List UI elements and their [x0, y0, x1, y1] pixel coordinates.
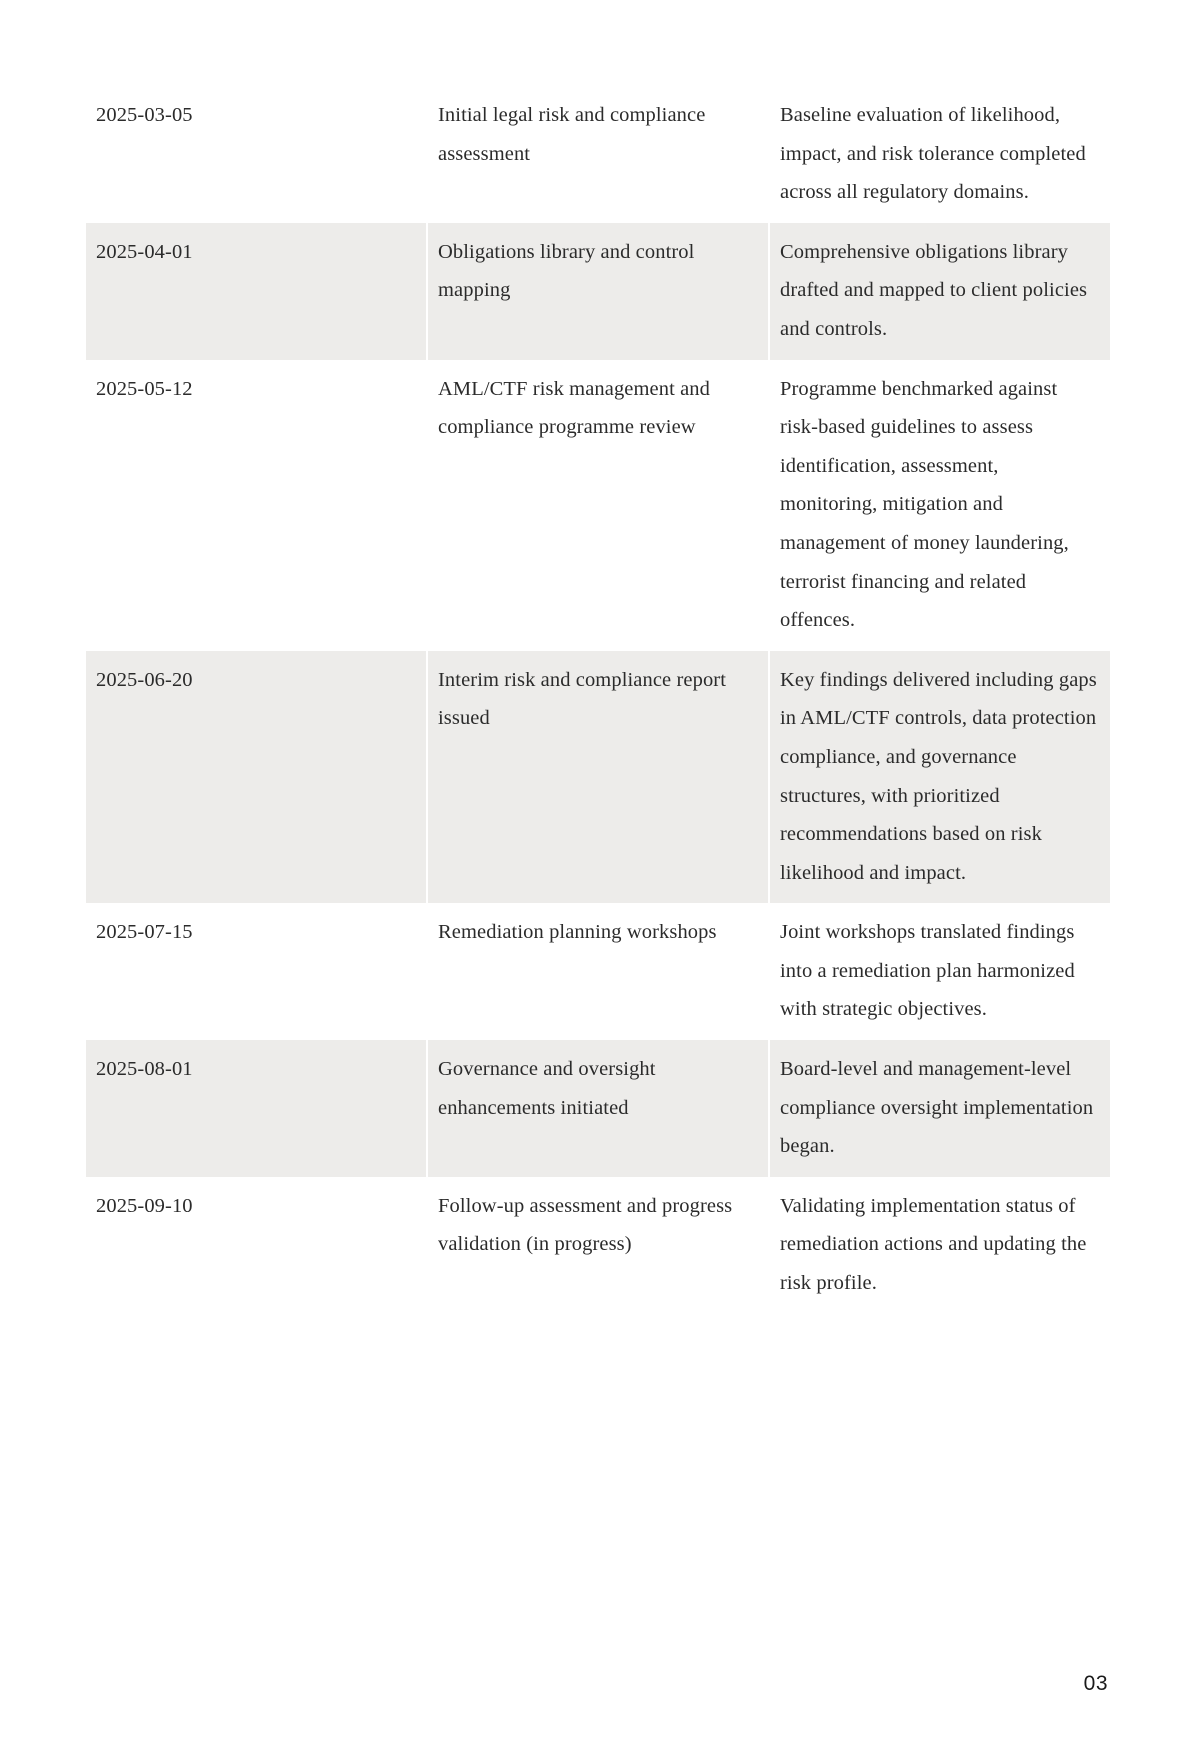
description-cell: Joint workshops translated findings into a remediation plan harmonized with strategic objectives. — [780, 921, 1075, 1021]
description-cell: Board-level and management-level compliance oversight implementation began. — [770, 1040, 1110, 1177]
page-number: 03 — [1083, 1672, 1108, 1695]
timeline-table — [84, 86, 1112, 1314]
table-row — [86, 86, 1110, 223]
date-cell: 2025-08-01 — [86, 1040, 426, 1177]
date-cell: 2025-06-20 — [86, 651, 426, 904]
milestone-cell: Governance and oversight enhancements initiated — [428, 1040, 768, 1177]
date-cell: 2025-04-01 — [86, 223, 426, 360]
milestone-cell: Initial legal risk and compliance assessment — [438, 104, 706, 165]
description-cell: Baseline evaluation of likelihood, impact, and risk tolerance completed across all regulatory domains. — [780, 104, 1086, 204]
description-cell: Validating implementation status of remediation actions and updating the risk profile. — [780, 1194, 1087, 1295]
description-cell: Key findings delivered including gaps in AML/CTF controls, data protection compliance, and governance structures, with prioritized recommendations based on risk likelihood and impact. — [770, 651, 1110, 904]
date-cell: 2025-09-10 — [96, 1194, 193, 1217]
milestone-cell: Remediation planning workshops — [438, 921, 717, 944]
milestone-cell: Follow-up assessment and progress validation (in progress) — [438, 1194, 733, 1256]
milestone-cell: Obligations library and control mapping — [428, 223, 768, 360]
table-row — [86, 1177, 1110, 1314]
date-cell: 2025-05-12 — [96, 377, 193, 400]
description-cell: Comprehensive obligations library drafted and mapped to client policies and controls. — [770, 223, 1110, 360]
table-row — [86, 651, 1110, 904]
milestone-cell: Interim risk and compliance report issued — [428, 651, 768, 904]
table-row — [86, 223, 1110, 360]
table-row — [86, 1040, 1110, 1177]
table-row — [86, 903, 1110, 1040]
table-row — [86, 360, 1110, 651]
date-cell: 2025-03-05 — [96, 104, 193, 126]
date-cell: 2025-07-15 — [96, 921, 193, 944]
description-cell: Programme benchmarked against risk-based guidelines to assess identification, assessment, monitoring, mitigation and management of money laundering, terrorist financing and related offences. — [780, 377, 1069, 632]
milestone-cell: AML/CTF risk management and compliance programme review — [438, 377, 711, 439]
